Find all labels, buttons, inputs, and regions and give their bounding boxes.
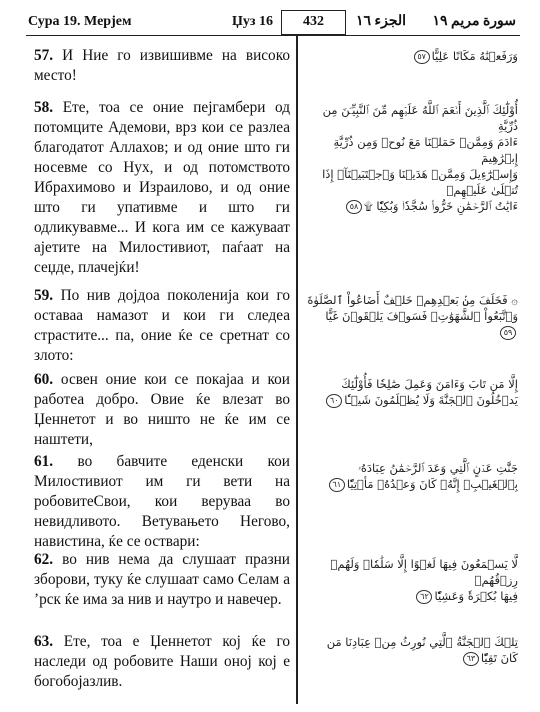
verse-57: 57. И Ние го извишивме на високо место!: [34, 47, 290, 84]
verse-60: 60. освен оние кои се покајаа и кои работеа добро. Овие ќе влезат во Џеннетот и во ништо не ќе им се наштети,: [34, 371, 290, 448]
arabic-verse-60: إِلَّا مَن تَابَ وَءَامَنَ وَعَمِلَ صَٰلِحٗا فَأُوْلَٰٓئِكَ يَدۡخُلُونَ ٱلۡجَنَّةَ وَلَا يُظۡلَمُونَ شَيۡـٔٗا٦٠: [306, 376, 518, 408]
page-number: 432: [281, 10, 346, 35]
verse-marker: ٥٧: [414, 50, 430, 64]
arabic-verse-58: أُوْلَٰٓئِكَ ٱلَّذِينَ أَنۡعَمَ ٱللَّهُ عَلَيۡهِم مِّنَ ٱلنَّبِيِّـۧنَ مِن ذُرِّيَّةِ ءَادَمَ وَمِمَّنۡ حَمَلۡنَا مَعَ نُوحٖ وَمِن ذُرِّيَّةِ إِبۡرَٰهِيمَ وَإِسۡرَٰٓءِيلَ وَمِمَّنۡ هَدَيۡنَا وَٱجۡتَبَيۡنَآۚ إِذَا تُتۡلَىٰ عَلَيۡهِمۡ ءَايَٰتُ ٱلرَّحۡمَٰنِ خَرُّواْۤ سُجَّدٗاۤ وَبُكِيّٗا ۩٥٨: [322, 103, 518, 213]
surah-title: Сура 19. Мерјем: [28, 14, 132, 29]
verse-marker: ٦٠: [326, 394, 342, 408]
verse-marker: ٦٣: [463, 652, 479, 666]
verse-62: 62. во нив нема да слушаат празни зборови, туку ќе слушаат само Селам а ’рск ќе има за нив и наутро и навечер.: [34, 551, 290, 608]
verse-61: 61. во бавчите еденски кои Милостивиот им ги вети на робовитеСвои, кои веруваа во невидливото. Ветувањето Негово, навистина, ќе се оствари:: [34, 453, 290, 550]
arabic-verse-57: وَرَفَعۡنَٰهُ مَكَانًا عَلِيًّا٥٧: [306, 48, 518, 64]
verse-marker: ٦١: [329, 478, 345, 492]
page-header: [26, 10, 520, 36]
verse-marker: ٥٨: [346, 200, 362, 214]
verse-63: 63. Ете, тоа е Џеннетот кој ќе го наследи од робовите Наши оној кој е богобојазлив.: [34, 633, 290, 690]
column-divider: [296, 36, 298, 704]
verse-58: 58. Ете, тоа се оние пејгамбери од потомците Адемови, врз кои се разлеа благодатот Аллахов; и од оние што ги носевме со Нух, и од потомството Ибрахимово и Израилово, и од оние што ги упативме и што ги одликувавме... И кога им се кажуваат ајетите на Милостивиот, паѓаат на сеџде, плачејќи!: [34, 99, 290, 276]
verse-59: 59. По нив дојдоа поколенија кои го оставаа намазот и кои ги следеа страстите... па, оние ќе се сретнат со злото:: [34, 287, 290, 364]
verse-marker: ٦٢: [416, 590, 432, 604]
juz-label: Џуз 16: [232, 14, 274, 29]
juz-label-arabic: الجزء ١٦: [356, 14, 407, 29]
arabic-verse-61: جَنَّٰتِ عَدۡنٍ ٱلَّتِي وَعَدَ ٱلرَّحۡمَٰنُ عِبَادَهُۥ بِٱلۡغَيۡبِۚ إِنَّهُۥ كَانَ وَعۡدُهُۥ مَأۡتِيّٗا٦١: [306, 460, 518, 492]
arabic-verse-59: ۞ فَخَلَفَ مِنۢ بَعۡدِهِمۡ خَلۡفٌ أَضَاعُواْ ٱلصَّلَوٰةَ وَٱتَّبَعُواْ ٱلشَّهَوَٰتِۖ فَسَوۡفَ يَلۡقَوۡنَ غَيًّا٥٩: [306, 292, 518, 340]
surah-title-arabic: سورة مريم ١٩: [432, 14, 516, 29]
arabic-verse-63: تِلۡكَ ٱلۡجَنَّةُ ٱلَّتِي نُورِثُ مِنۡ عِبَادِنَا مَن كَانَ تَقِيّٗا٦٣: [326, 635, 518, 665]
arabic-verse-62: لَّا يَسۡمَعُونَ فِيهَا لَغۡوًا إِلَّا سَلَٰمٗاۖ وَلَهُمۡ رِزۡقُهُمۡ فِيهَا بُكۡرَةٗ وَعَشِيّٗا٦٢: [330, 557, 518, 603]
verse-marker: ٥٩: [500, 326, 516, 340]
